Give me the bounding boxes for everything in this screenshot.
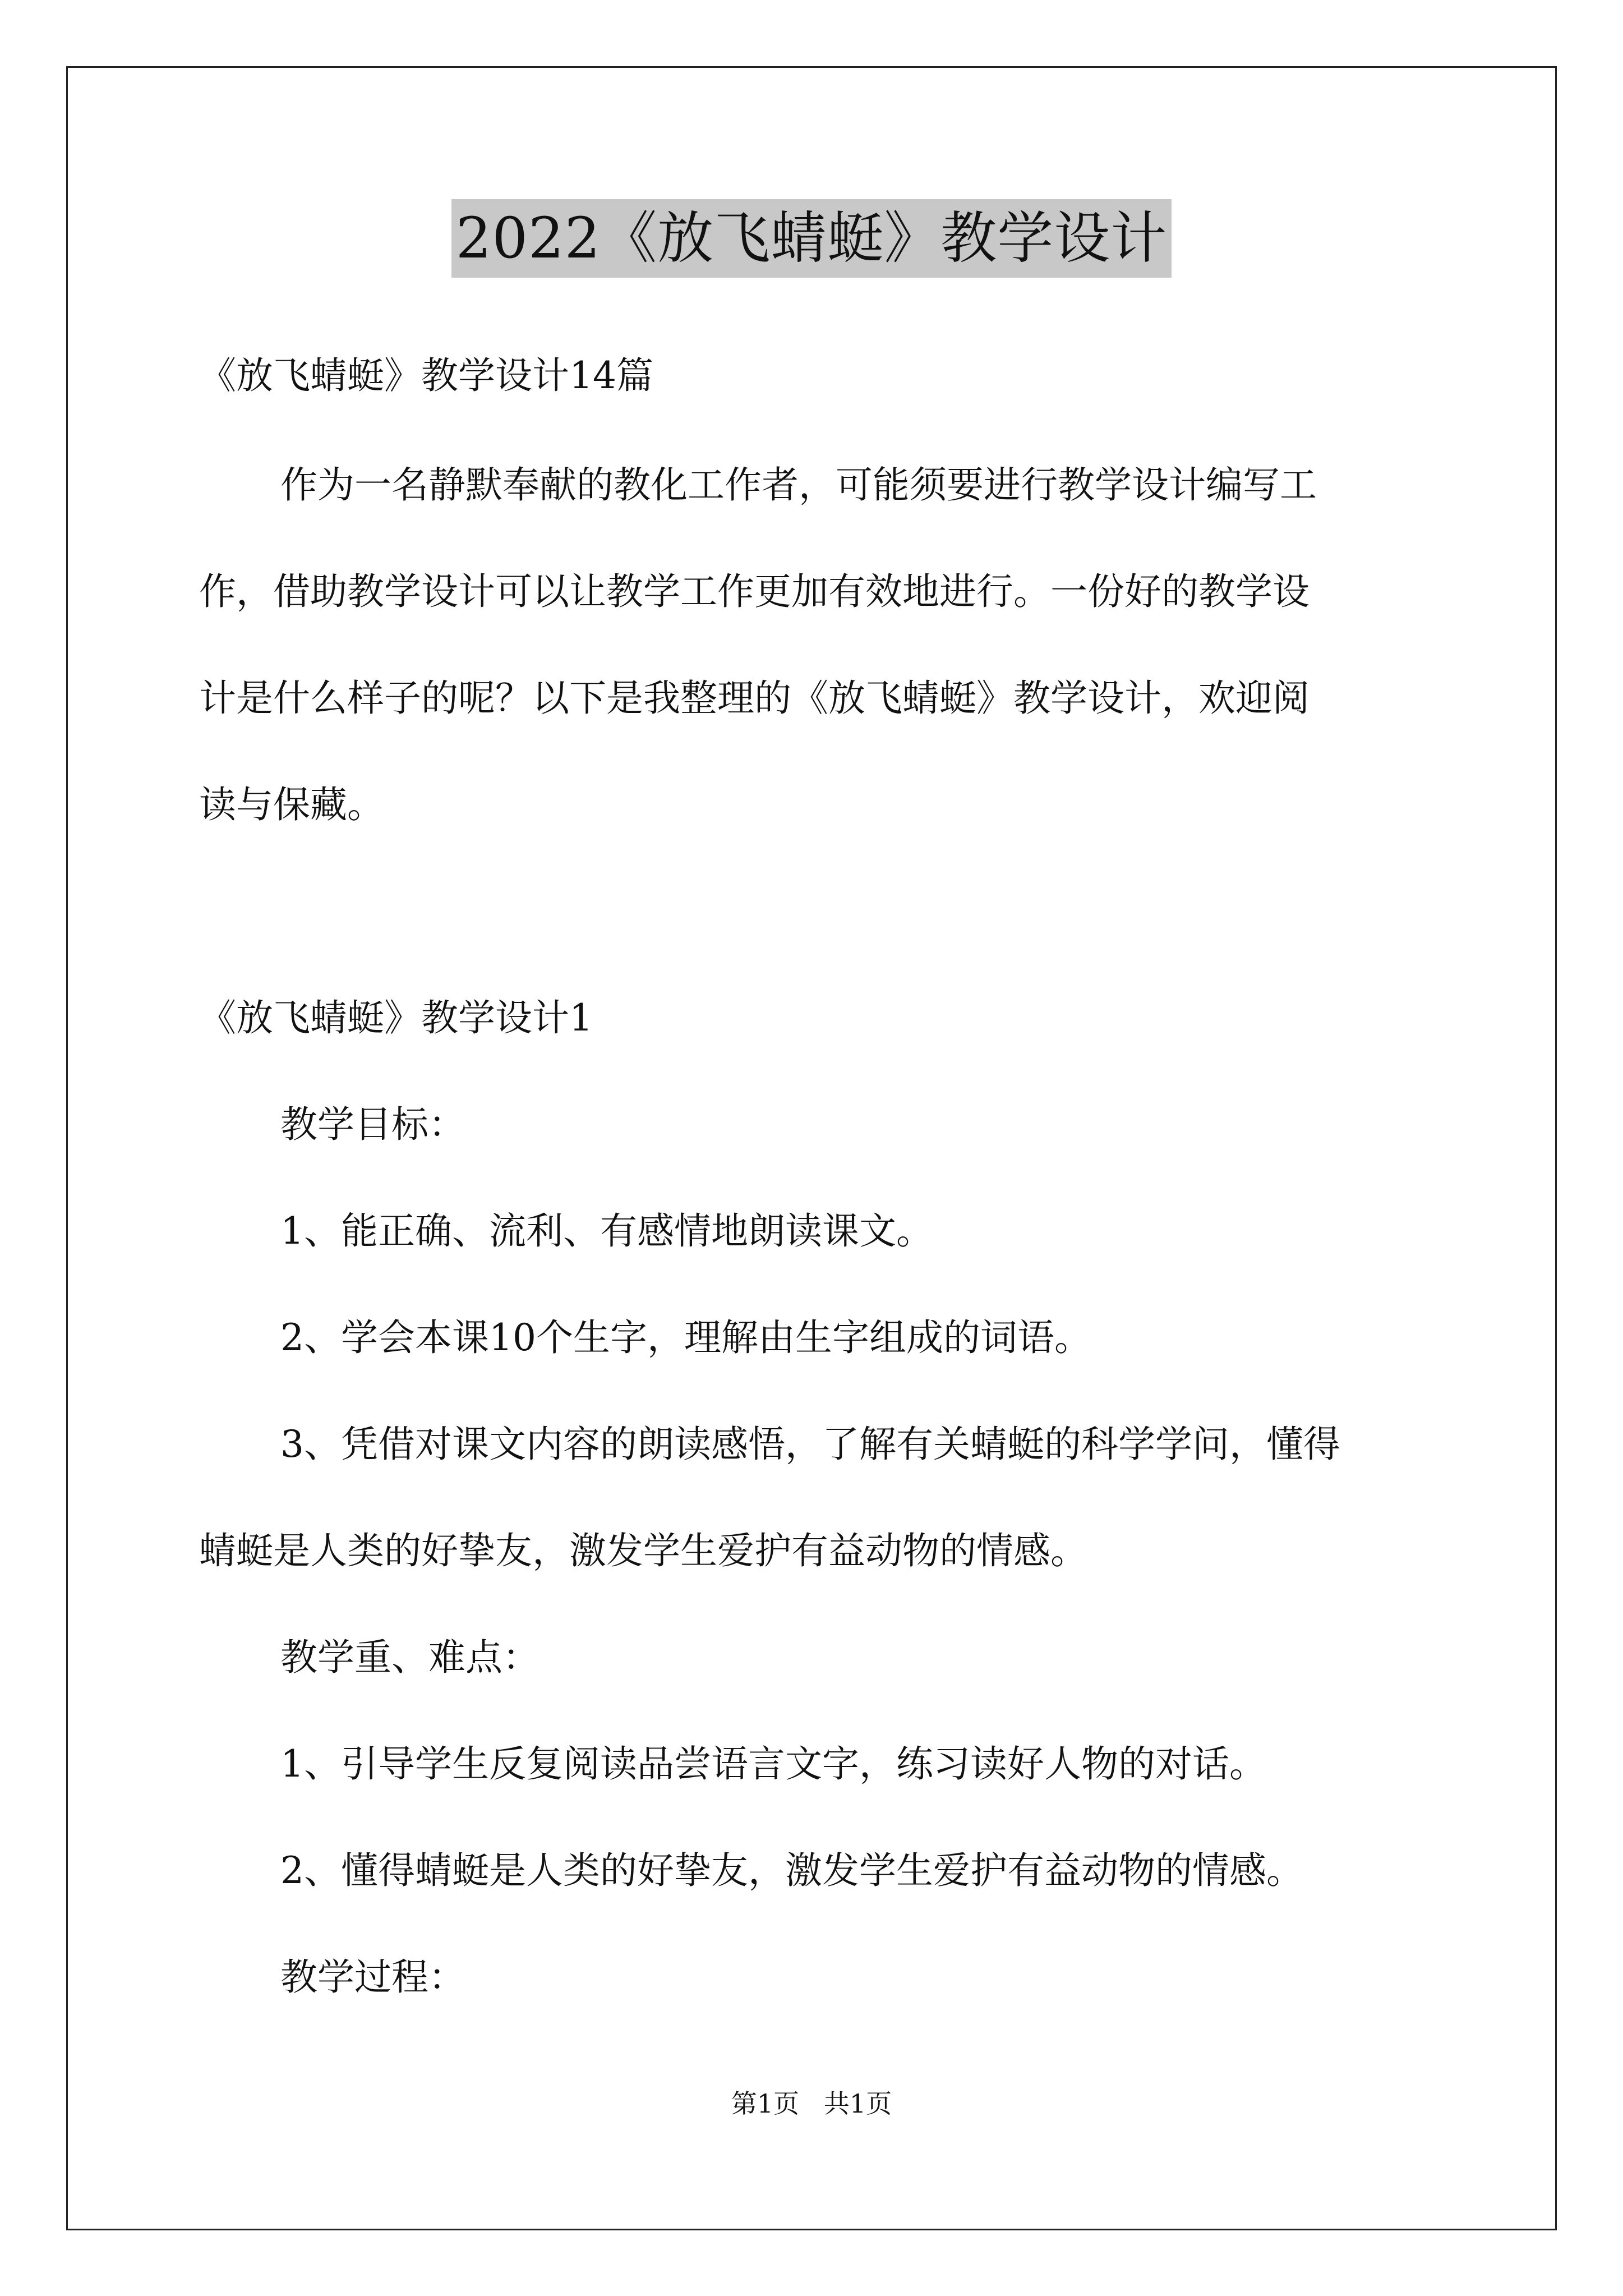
goal-item-1: 1、能正确、流利、有感情地朗读课文。 xyxy=(280,1209,933,1253)
document-subtitle: 《放飞蜻蜓》教学设计14篇 xyxy=(199,354,653,397)
title-container xyxy=(0,199,1623,278)
document-title: 2022《放飞蜻蜓》教学设计 xyxy=(451,199,1172,278)
intro-line-4: 读与保藏。 xyxy=(199,783,384,826)
process-label: 教学过程： xyxy=(280,1955,465,1999)
intro-line-1: 作为一名静默奉献的教化工作者，可能须要进行教学设计编写工 xyxy=(280,463,1317,507)
intro-line-2: 作，借助教学设计可以让教学工作更加有效地进行。一份好的教学设 xyxy=(199,570,1310,613)
intro-line-3: 计是什么样子的呢？以下是我整理的《放飞蜻蜓》教学设计，欢迎阅 xyxy=(199,677,1310,720)
goal-item-3-line-2: 蜻蜓是人类的好挚友，激发学生爱护有益动物的情感。 xyxy=(199,1529,1087,1572)
key-point-2: 2、懂得蜻蜓是人类的好挚友，激发学生爱护有益动物的情感。 xyxy=(280,1849,1303,1892)
key-points-label: 教学重、难点： xyxy=(280,1636,540,1679)
section-heading: 《放飞蜻蜓》教学设计1 xyxy=(199,996,593,1039)
key-point-1: 1、引导学生反复阅读品尝语言文字，练习读好人物的对话。 xyxy=(280,1742,1266,1786)
goal-item-3-line-1: 3、凭借对课文内容的朗读感悟，了解有关蜻蜓的科学学问，懂得 xyxy=(280,1423,1340,1466)
goals-label: 教学目标： xyxy=(280,1103,465,1146)
goal-item-2: 2、学会本课10个生字，理解由生字组成的词语。 xyxy=(280,1316,1091,1359)
page-footer: 第1页 共1页 xyxy=(731,2088,892,2119)
